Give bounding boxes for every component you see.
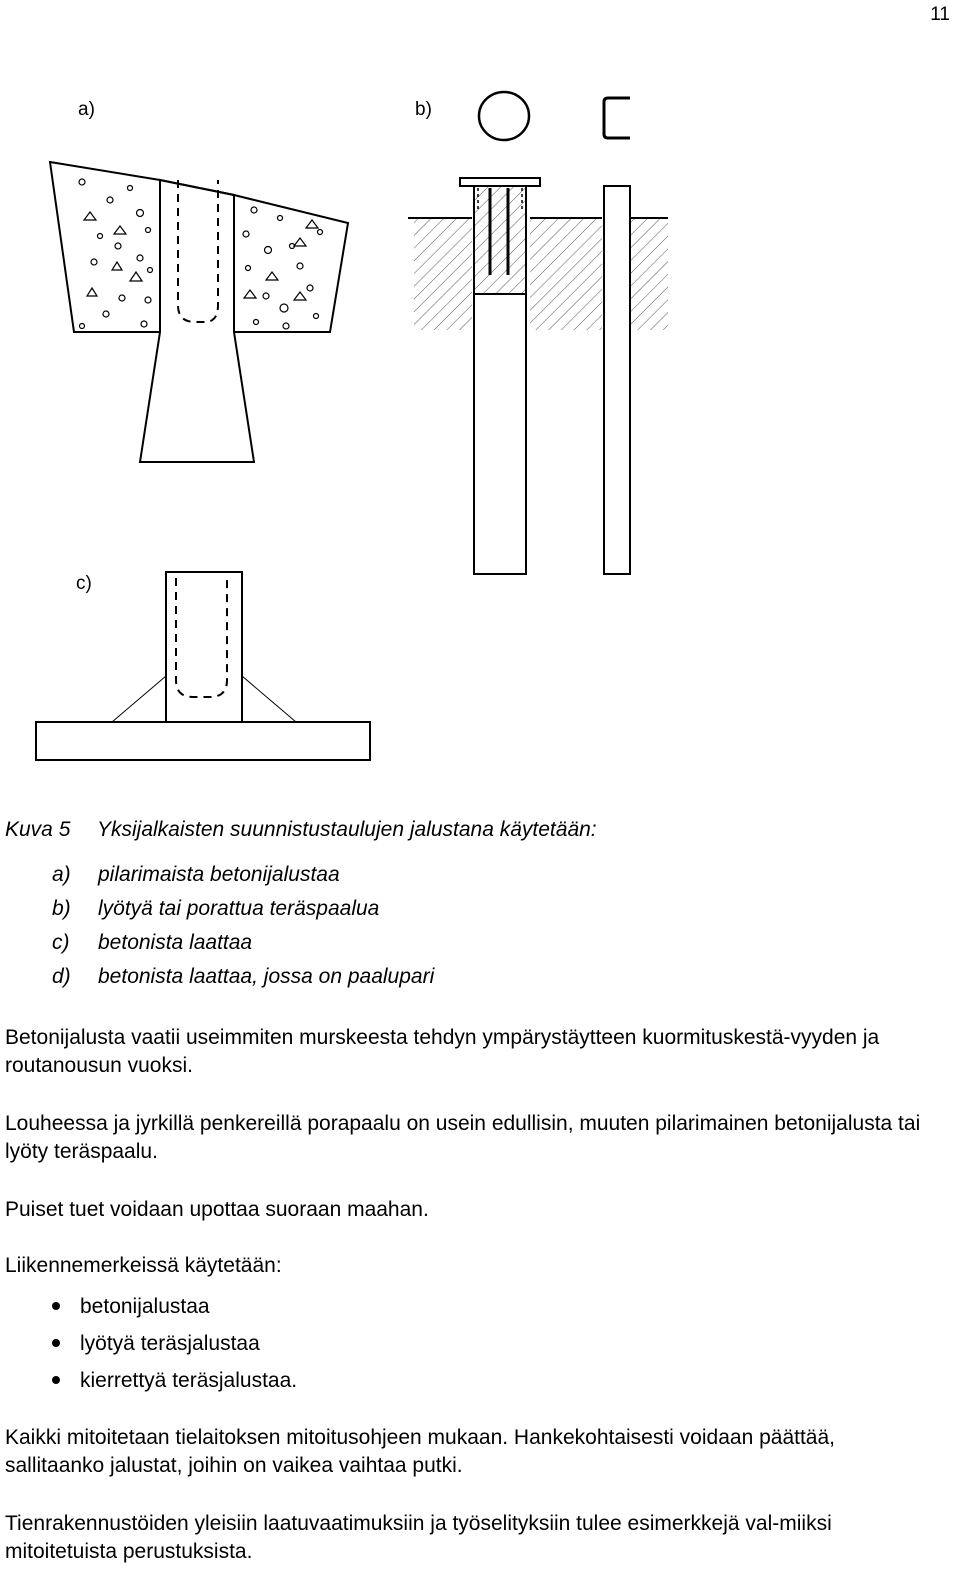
caption-item-list <box>52 858 434 994</box>
caption-item-letter: d) <box>52 965 71 988</box>
caption-item-letter: c) <box>52 931 70 954</box>
body-paragraph: Liikennemerkeissä käytetään: <box>5 1254 282 1277</box>
figure-c-concrete-slab <box>36 572 370 760</box>
page-number: 11 <box>930 4 950 25</box>
figure-caption <box>5 818 597 842</box>
caption-title: Yksijalkaisten suunnistustaulujen jalustana käytetään: <box>97 818 597 841</box>
bullet-item: kierrettyä teräsjalustaa. <box>50 1362 297 1399</box>
caption-item-text: lyötyä tai porattua teräspaalua <box>98 897 380 920</box>
caption-number: Kuva 5 <box>5 818 71 841</box>
caption-item <box>52 926 434 960</box>
bullet-list <box>50 1288 297 1399</box>
body-paragraph: Kaikki mitoitetaan tielaitoksen mitoitusohjeen mukaan. Hankekohtaisesti voidaan päättää, sallitaanko jalustat, joihin on vaikea vaihtaa putki. <box>5 1426 835 1477</box>
bullet-item: betonijalustaa <box>50 1288 297 1325</box>
figure-label-c: c) <box>76 573 92 594</box>
figure-label-b: b) <box>415 99 432 120</box>
caption-item <box>52 960 434 994</box>
bullet-item: lyötyä teräsjalustaa <box>50 1325 297 1362</box>
foundation-figure <box>0 0 960 780</box>
caption-item-text: betonista laattaa, jossa on paalupari <box>98 965 435 988</box>
caption-item <box>52 892 434 926</box>
body-paragraph: Louheessa ja jyrkillä penkereillä porapaalu on usein edullisin, muuten pilarimainen betonijalusta tai lyöty teräspaalu. <box>5 1112 921 1163</box>
figure-label-a: a) <box>78 99 95 120</box>
caption-item-text: pilarimaista betonijalustaa <box>98 863 340 886</box>
caption-item <box>52 858 434 892</box>
body-paragraph: Betonijalusta vaatii useimmiten murskeesta tehdyn ympärystäytteen kuormituskestä-vyyden ja routanousun vuoksi. <box>5 1026 880 1077</box>
figure-b-steel-pile <box>408 92 668 574</box>
caption-item-letter: b) <box>52 897 71 920</box>
body-paragraph: Puiset tuet voidaan upottaa suoraan maahan. <box>5 1198 429 1221</box>
caption-item-text: betonista laattaa <box>98 931 253 954</box>
body-paragraph: Tienrakennustöiden yleisiin laatuvaatimuksiin ja työselityksiin tulee esimerkkejä val-miiksi mitoitetuista perustuksista. <box>5 1512 832 1563</box>
figure-a-concrete-column <box>50 162 348 462</box>
caption-item-letter: a) <box>52 863 71 886</box>
